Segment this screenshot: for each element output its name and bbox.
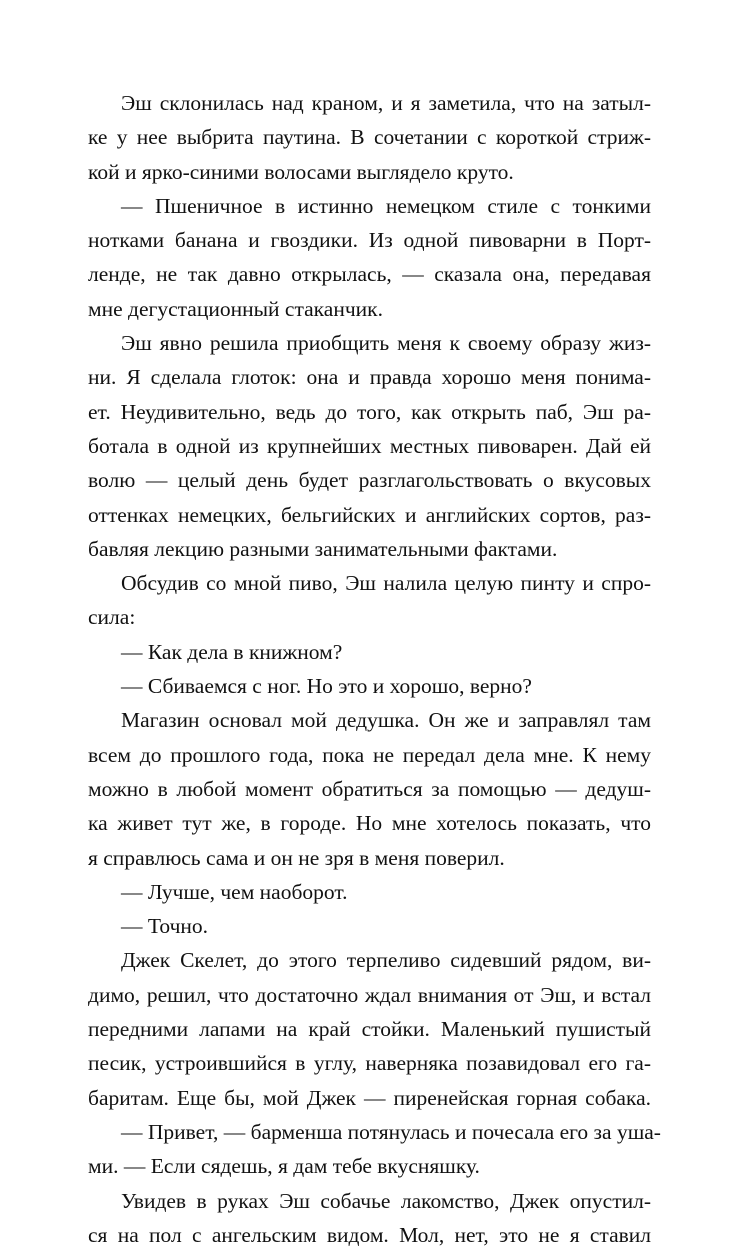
text-line: ботала в одной из крупнейших местных пивоварен. Дай ей bbox=[88, 433, 651, 458]
text-line: я справлюсь сама и он не зря в меня поверил. bbox=[88, 845, 505, 870]
text-line: димо, решил, что достаточно ждал внимания от Эш, и встал bbox=[88, 982, 651, 1007]
text-line: передними лапами на край стойки. Маленький пушистый bbox=[88, 1017, 651, 1042]
text-line: Магазин основал мой дедушка. Он же и заправлял там bbox=[121, 708, 651, 733]
text-line: бавляя лекцию разными занимательными фактами. bbox=[88, 536, 558, 561]
text-line: ка живет тут же, в городе. Но мне хотелось показать, что bbox=[88, 811, 651, 836]
text-line: — Сбиваемся с ног. Но это и хорошо, верно? bbox=[121, 674, 532, 699]
text-line: — Пшеничное в истинно немецком стиле с тонкими bbox=[121, 193, 651, 218]
text-line: — Как дела в книжном? bbox=[121, 639, 343, 664]
text-line: сила: bbox=[88, 605, 136, 630]
text-line: ет. Неудивительно, ведь до того, как открыть паб, Эш ра- bbox=[88, 399, 651, 424]
text-line: мне дегустационный стаканчик. bbox=[88, 296, 383, 321]
text-line: оттенках немецких, бельгийских и английских сортов, раз- bbox=[88, 502, 651, 527]
text-line: ке у нее выбрита паутина. В сочетании с короткой стриж- bbox=[88, 125, 651, 150]
text-line: можно в любой момент обратиться за помощью — дедуш- bbox=[88, 776, 651, 801]
text-line: кой и ярко-синими волосами выглядело круто. bbox=[88, 159, 514, 184]
text-line: Эш явно решила приобщить меня к своему образу жиз- bbox=[121, 331, 651, 356]
text-line: — Привет, — барменша потянулась и почесала его за уша- bbox=[121, 1119, 661, 1144]
text-line: — Точно. bbox=[121, 914, 209, 939]
text-line: Джек Скелет, до этого терпеливо сидевший рядом, ви- bbox=[121, 948, 651, 973]
text-line: — Лучше, чем наоборот. bbox=[121, 879, 348, 904]
text-line: баритам. Еще бы, мой Джек — пиренейская горная собака. bbox=[88, 1085, 651, 1110]
text-line: Увидев в руках Эш собачье лакомство, Джек опустил- bbox=[121, 1188, 651, 1213]
text-line: ни. Я сделала глоток: она и правда хорошо меня понима- bbox=[88, 365, 651, 390]
text-line: всем до прошлого года, пока не передал дела мне. К нему bbox=[88, 742, 651, 767]
text-line: песик, устроившийся в углу, наверняка позавидовал его га- bbox=[88, 1051, 651, 1076]
text-line: Эш склонилась над краном, и я заметила, что на затыл- bbox=[121, 91, 651, 115]
text-line: волю — целый день будет разглагольствовать о вкусовых bbox=[88, 468, 651, 493]
text-line: нотками банана и гвоздики. Из одной пивоварни в Порт- bbox=[88, 228, 651, 253]
text-line: Обсудив со мной пиво, Эш налила целую пинту и спро- bbox=[121, 571, 651, 596]
text-line: ленде, не так давно открылась, — сказала она, передавая bbox=[88, 262, 651, 287]
text-line: ми. — Если сядешь, я дам тебе вкусняшку. bbox=[88, 1154, 480, 1179]
text-line: ся на пол с ангельским видом. Мол, нет, это не я ставил bbox=[88, 1222, 651, 1247]
book-page-text bbox=[88, 86, 661, 1252]
